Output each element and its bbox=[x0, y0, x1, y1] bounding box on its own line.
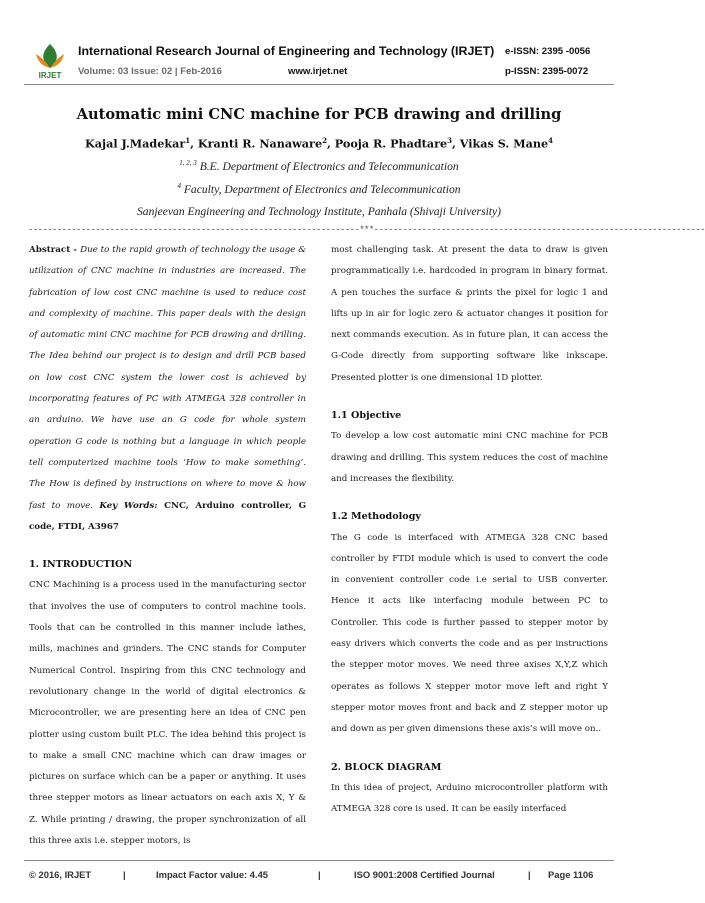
keywords-label: Key Words: bbox=[99, 500, 158, 511]
volume-issue: Volume: 03 Issue: 02 | Feb-2016 bbox=[78, 66, 222, 77]
section-separator: ---------------------------------------------------------------------***--------------------------------------------------------------------- bbox=[28, 225, 705, 235]
keywords-text: CNC, Arduino controller, G code, FTDI, A3967 bbox=[29, 500, 306, 532]
objective-paragraph: To develop a low cost automatic mini CNC machine for PCB drawing and drilling. This system reduces the cost of machine and increases the flexibility. bbox=[331, 431, 608, 484]
footer-divider: | bbox=[318, 869, 321, 880]
paper-title: Automatic mini CNC machine for PCB drawing and drilling bbox=[76, 106, 562, 123]
section-heading-methodology: 1.2 Methodology bbox=[331, 511, 421, 523]
author-sup: 1 bbox=[185, 136, 191, 145]
left-column bbox=[29, 240, 306, 847]
author-sup: 3 bbox=[447, 136, 452, 145]
footer-divider: | bbox=[528, 869, 531, 880]
affiliation-1: $^{1, 2, 3}$ B.E. Department of Electronics and Telecommunication bbox=[179, 159, 459, 173]
logo-text: IRJET bbox=[38, 71, 62, 80]
footer-copyright: © 2016, IRJET bbox=[29, 869, 92, 880]
block-diagram-paragraph: In this idea of project, Arduino microcontroller platform with ATMEGA 328 core is used. It can be easily interfaced bbox=[331, 782, 608, 815]
right-column bbox=[331, 240, 608, 825]
header-rule bbox=[24, 84, 614, 85]
footer-page-number: Page 1106 bbox=[548, 869, 594, 880]
affiliation-3: Sanjeevan Engineering and Technology Institute, Panhala (Shivaji University) bbox=[136, 205, 502, 218]
author-list: Kajal J.Madekar$^1$, Kranti R. Nanaware$^2$, Pooja R. Phadtare$^3$, Vikas S. Mane$^4$ bbox=[85, 136, 553, 151]
journal-name: International Research Journal of Engineering and Technology (IRJET) bbox=[78, 44, 495, 58]
author-name: Kranti R. Nanaware bbox=[197, 136, 323, 151]
section-heading-block-diagram: 2. BLOCK DIAGRAM bbox=[331, 761, 442, 773]
footer-iso: ISO 9001:2008 Certified Journal bbox=[354, 869, 495, 880]
p-issn: p-ISSN: 2395-0072 bbox=[505, 66, 589, 77]
footer-divider: | bbox=[123, 869, 126, 880]
footer-rule bbox=[24, 860, 614, 861]
section-heading-introduction: 1. INTRODUCTION bbox=[29, 559, 133, 571]
methodology-paragraph: The G code is interfaced with ATMEGA 328 CNC based controller by FTDI module which is used to convert the code in convenient controller code i.e serial to USB converter. Hence it acts like interfacing module between PC to Controller. This code is further passed to stepper motor by easy drivers which converts the code and as per instructions the stepper motor moves. We need three axises X,Y,Z which operates as follows X stepper motor move left and right Y stepper motor moves front and back and Z stepper motor up and down as per given dimensions these axis’s will move on.. bbox=[331, 532, 608, 735]
author-name: Vikas S. Mane bbox=[459, 136, 549, 151]
abstract-label: Abstract bbox=[29, 245, 71, 255]
author-sup: 4 bbox=[548, 136, 553, 145]
section-heading-objective: 1.1 Objective bbox=[331, 410, 402, 422]
e-issn: e-ISSN: 2395 -0056 bbox=[505, 46, 591, 57]
footer-impact-factor: Impact Factor value: 4.45 bbox=[156, 869, 269, 880]
abstract-paragraph: Abstract - Due to the rapid growth of technology the usage & utilization of CNC machine in industries are increased. The fabrication of low cost CNC machine is used to reduce cost and complexity of machine. This paper deals with the design of automatic mini CNC machine for PCB drawing and drilling. The Idea behind our project is to design and drill PCB based on low cost CNC system the lower cost is achieved by incorporating features of PC with ATMEGA 328 controller in an arduino. We have use an G code for whole system operation G code is nothing but a language in which people tell computerized machine tools ‘How to make something’. The How is defined by instructions on where to move & how fast to move. Key Words: CNC, Arduino controller, G code, FTDI, A3967 bbox=[29, 245, 306, 532]
introduction-continued: most challenging task. At present the data to draw is given programmatically i.e. hardcoded in program in binary format. A pen touches the surface & prints the pixel for logic 1 and lifts up in air for logic zero & actuator changes it position for next commands execution. As in future plan, it can access the G-Code directly from supporting software like inkscape. Presented plotter is one dimensional 1D plotter. bbox=[331, 245, 608, 383]
journal-website: www.irjet.net bbox=[288, 66, 348, 77]
author-sup: 2 bbox=[322, 136, 327, 145]
abstract-text: Due to the rapid growth of technology the usage & utilization of CNC machine in industries are increased. The fabrication of low cost CNC machine is used to reduce cost and complexity of machine. This paper deals with the design of automatic mini CNC machine for PCB drawing and drilling. The Idea behind our project is to design and drill PCB based on low cost CNC system the lower cost is achieved by incorporating features of PC with ATMEGA 328 controller in an arduino. We have use an G code for whole system operation G code is nothing but a language in which people tell computerized machine tools ‘How to make something’. The How is defined by instructions on where to move & how fast to move. bbox=[29, 245, 306, 511]
author-name: Pooja R. Phadtare bbox=[334, 136, 448, 151]
author-name: Kajal J.Madekar bbox=[85, 136, 186, 151]
affiliation-2: $^4$ Faculty, Department of Electronics and Telecommunication bbox=[177, 182, 461, 196]
introduction-paragraph: CNC Machining is a process used in the manufacturing sector that involves the use of computers to control machine tools. Tools that can be controlled in this manner include lathes, mills, machines and grinders. The CNC stands for Computer Numerical Control. Inspiring from this CNC technology and revolutionary change in the world of digital electronics & Microcontroller, we are presenting here an idea of CNC pen plotter using custom built PLC. The idea behind this project is to make a small CNC machine which can draw images or pictures on surface which can be a paper or anything. It uses three stepper motors as linear actuators on each axis X, Y & Z. While printing / drawing, the proper synchronization of all this three axis i.e. stepper motors, is bbox=[29, 580, 306, 847]
irjet-logo-icon bbox=[28, 40, 72, 80]
